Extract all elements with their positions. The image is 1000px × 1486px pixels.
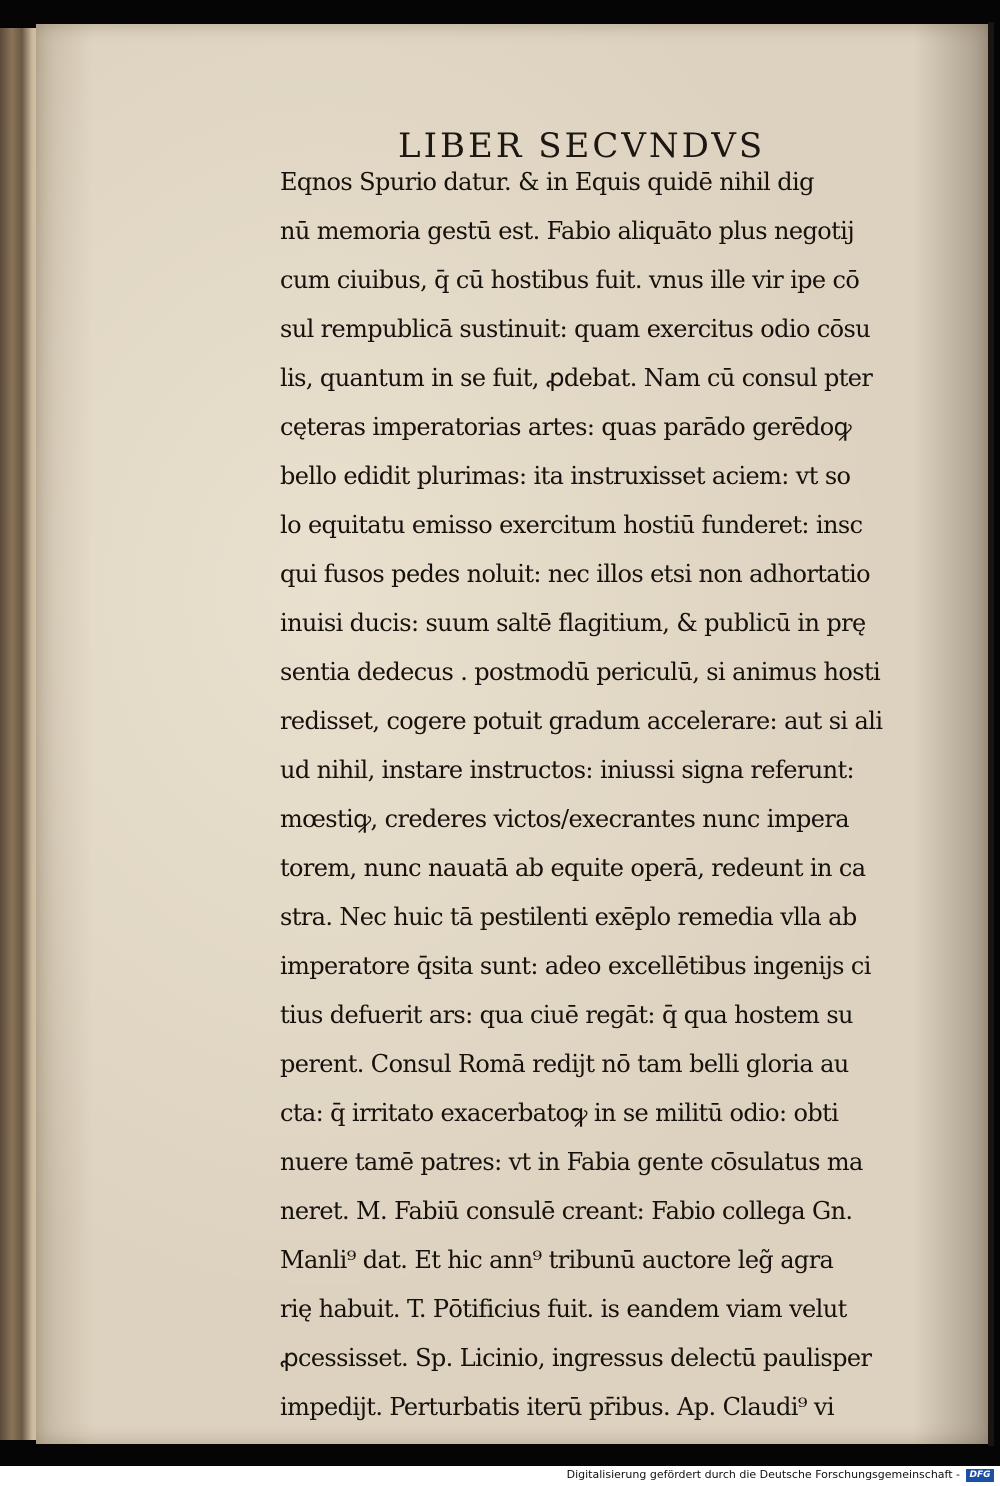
text-line: nū memoria gestū est. Fabio aliquāto plus negotij (280, 217, 855, 245)
text-line: nuere tamē patres: vt in Fabia gente cōsulatus ma (280, 1148, 863, 1176)
footer-bar (0, 1466, 1000, 1486)
page-shadow-edge (988, 22, 994, 1446)
footer-credit: Digitalisierung gefördert durch die Deutsche Forschungsgemeinschaft - (566, 1468, 960, 1481)
text-line: redisset, cogere potuit gradum accelerare: aut si ali (280, 707, 883, 735)
text-line: lis, quantum in se fuit, ꝓdebat. Nam cū consul pter (280, 364, 873, 392)
text-line: sul rempublicā sustinuit: quam exercitus odio cōsu (280, 315, 871, 343)
text-line: cum ciuibus, q̄ cū hostibus fuit. vnus ille vir ipe cō (280, 266, 860, 294)
text-line: neret. M. Fabiū consulē creant: Fabio collega Gn. (280, 1197, 853, 1225)
text-line: tius defuerit ars: qua ciuē regāt: q̄ qua hostem su (280, 1001, 853, 1029)
dfg-logo-icon[interactable]: DFG (966, 1469, 994, 1482)
text-line: ud nihil, instare instructos: iniussi signa referunt: (280, 756, 854, 784)
text-line: Manli⁹ dat. Et hic ann⁹ tribunū auctore leg̃ agra (280, 1246, 834, 1274)
text-line: perent. Consul Romā redijt nō tam belli gloria au (280, 1050, 849, 1078)
text-body (280, 158, 910, 1432)
text-line: impedijt. Perturbatis iterū pr̄ibus. Ap. Claudi⁹ vi (280, 1393, 834, 1421)
text-line: imperatore q̄sita sunt: adeo excellētibus ingenijs ci (280, 952, 871, 980)
text-line: mœstiꝙ, crederes victos/execrantes nunc impera (280, 805, 849, 833)
text-line: bello edidit plurimas: ita instruxisset aciem: vt so (280, 462, 851, 490)
text-line: cęteras imperatorias artes: quas parādo gerēdoꝙ (280, 413, 852, 441)
text-line: Eqnos Spurio datur. & in Equis quidē nihil dig (280, 168, 814, 196)
running-head: LIBER SECVNDVS (398, 126, 766, 166)
text-line: cta: q̄ irritato exacerbatoꝙ in se militū odio: obti (280, 1099, 839, 1127)
text-line: ꝓcessisset. Sp. Licinio, ingressus delectū paulisper (280, 1344, 872, 1372)
text-line: rię habuit. T. Pōtificius fuit. is eandem viam velut (280, 1295, 847, 1323)
text-line: inuisi ducis: suum saltē flagitium, & publicū in prę (280, 609, 866, 637)
text-line: sentia dedecus . postmodū periculū, si animus hosti (280, 658, 881, 686)
text-line: qui fusos pedes noluit: nec illos etsi non adhortatio (280, 560, 870, 588)
book-page-edges (0, 28, 40, 1440)
text-line: stra. Nec huic tā pestilenti exēplo remedia vlla ab (280, 903, 857, 931)
text-line: lo equitatu emisso exercitum hostiū funderet: insc (280, 511, 863, 539)
text-line: torem, nunc nauatā ab equite operā, redeunt in ca (280, 854, 866, 882)
